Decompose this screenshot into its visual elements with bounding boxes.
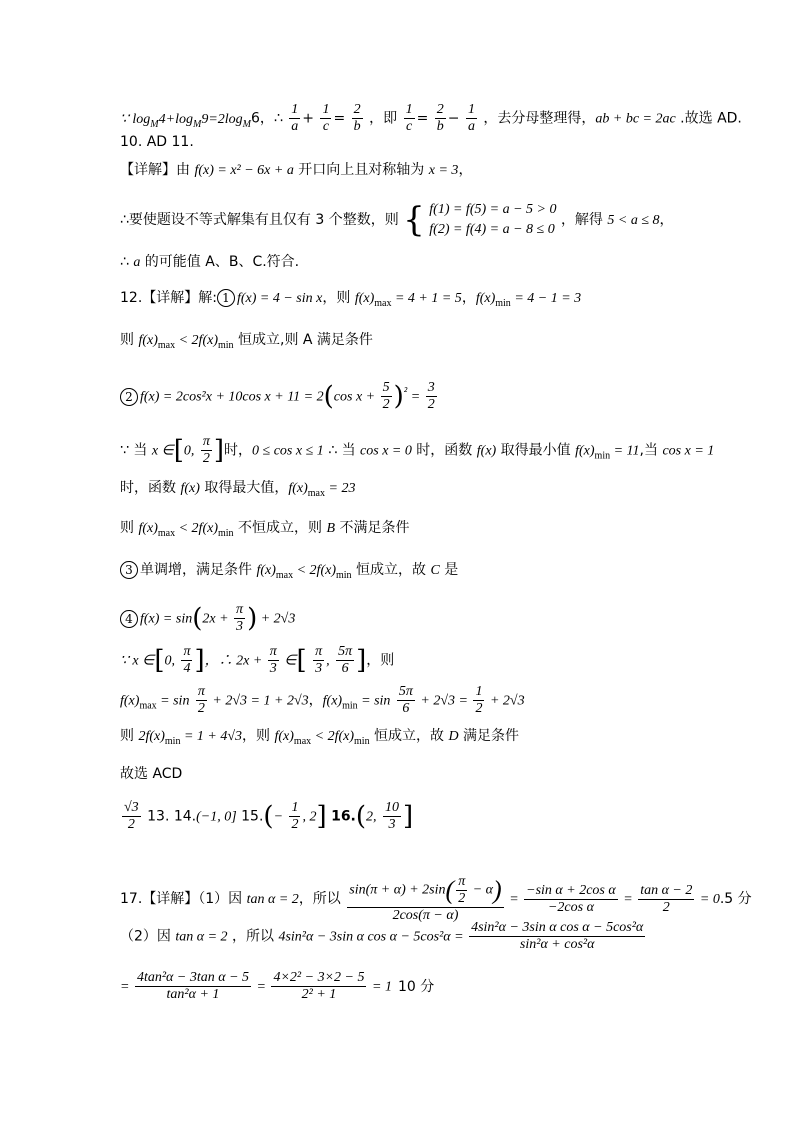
fraction: sin(π + α) + 2sin( $\frac{\pi}{2}$ − α) 2cos(π − α) xyxy=(349,874,502,923)
system: f(1) = f(5) = a − 5 > 0 f(2) = f(4) = a − 8 ≤ 0 xyxy=(429,202,557,237)
line-4: ∴要使题设不等式解集有且仅有 3 个整数，则 { f(1) = f(5) = a − 5 > 0 f(2) = f(4) = a − 8 ≤ 0 ，解得 5 < a ≤ 8， xyxy=(120,200,674,240)
fraction: $\frac{1}{a}$ xyxy=(467,102,475,134)
line-5: ∴ a 的可能值 A、B、C.符合. xyxy=(120,254,300,270)
fraction: $\frac{5\pi}{6}$ xyxy=(338,644,353,676)
line-16: 则 $2f(x)_{min} = 1 + 4√3$，则 $f(x)_{max} < 2f(x)_{min}$ 恒成立，故 D 满足条件 xyxy=(120,728,520,747)
circled-number: 4 xyxy=(120,610,138,628)
fraction: $\frac{5}{2}$ xyxy=(382,380,390,412)
line-11: 则 $f(x)_{max} < 2f(x)_{min}$ 不恒成立，则 B 不满足条件 xyxy=(120,520,410,539)
fraction: $\frac{\pi}{2}$ xyxy=(202,434,210,466)
fraction: $\frac{\pi}{3}$ xyxy=(315,644,323,676)
line-2: 10. AD 11. xyxy=(120,134,194,150)
fraction: $\frac{10}{3}$ xyxy=(385,800,399,832)
line-15: $f(x)_{max} = \sin$ $\frac{\pi}{2}$ + 2√3 = 1 + 2√3，$f(x)_{min} = \sin$ $\frac{5\pi}{6}$ + 2√3 = $\frac{1}{2}$ + 2√3 xyxy=(120,684,525,716)
fraction: $\frac{1}{c}$ xyxy=(405,102,413,134)
fraction: $\frac{\text{4tan²α − 3tan α − 5}}{\text{tan²α + 1}}$ xyxy=(136,970,250,1002)
line-10: 时，函数 f(x) 取得最大值，$f(x)_{max} = 23$ xyxy=(120,480,356,499)
line-14: ∵ x ∈[0, $\frac{\pi}{4}$ ]，∴ 2x + $\frac{\pi}{3}$ ∈[ $\frac{\pi}{3}$ , $\frac{5\pi}{6}$ ]，则 xyxy=(120,644,395,676)
circled-number: 1 xyxy=(217,289,235,307)
line-1: ∵ $\log_M4+\log_M9=2\log_M6$，∴ $\frac{1}{a}$ + $\frac{1}{c}$ = $\frac{2}{b}$ ，即 $\frac{1}{c}$ = $\frac{2}{b}$ − $\frac{1}{a}$ ，去分母整理得，ab + bc = 2ac .故选 AD. xyxy=(120,102,742,134)
line-6: 12.【详解】解: 1 f(x) = 4 − sin x，则 $f(x)_{max} = 4 + 1 = 5$，$f(x)_{min} = 4 - 1 = 3$ xyxy=(120,290,582,309)
fraction: $\frac{\pi}{2}$ xyxy=(197,684,205,716)
line-8: 2 f(x) = 2cos²x + 10cos x + 11 = 2(cos x + $\frac{5}{2}$ )$^{^2}$ = $\frac{3}{2}$ xyxy=(120,380,439,413)
fraction: $\frac{1}{2}$ xyxy=(291,800,299,832)
fraction: $\frac{3}{2}$ xyxy=(427,380,435,412)
fraction: $\frac{\pi}{3}$ xyxy=(236,602,244,634)
fraction: $\frac{\pi}{4}$ xyxy=(183,644,191,676)
line-12: 3 单调增，满足条件 $f(x)_{max} < 2f(x)_{min}$ 恒成立，故 C 是 xyxy=(120,560,458,586)
circled-number: 2 xyxy=(120,388,138,406)
line-3: 【详解】由 f(x) = x² − 6x + a 开口向上且对称轴为 x = 3， xyxy=(120,162,473,178)
fraction: $\frac{1}{c}$ xyxy=(322,102,330,134)
fraction: $\frac{\text{tan α − 2}}{2}$ xyxy=(640,882,693,915)
line-21: = $\frac{\text{4tan²α − 3tan α − 5}}{\text{tan²α + 1}}$ = $\frac{\text{4×2² − 3×2 − 5}}{\text{2² + 1}}$ = 1 10 分 xyxy=(120,970,435,1002)
fraction: $\frac{\text{4sin²α − 3sin α cos α − 5cos²α}}{\text{sin²α + cos²α}}$ xyxy=(471,920,644,952)
fraction: $\frac{\text{−sin α + 2cos α}}{\text{−2cos α}}$ xyxy=(526,882,616,915)
fraction: $\frac{2}{b}$ xyxy=(353,102,361,134)
fraction: $\frac{5\pi}{6}$ xyxy=(398,684,413,716)
fraction: $\frac{1}{2}$ xyxy=(475,684,483,716)
fraction: $\frac{\text{4×2² − 3×2 − 5}}{\text{2² + 1}}$ xyxy=(273,970,365,1002)
fraction: $\frac{\pi}{3}$ xyxy=(269,644,277,676)
line-13: 4 f(x) = sin(2x + $\frac{\pi}{3}$ ) + 2√3 xyxy=(120,602,295,635)
fraction: $\frac{1}{a}$ xyxy=(291,102,299,134)
line-18: $\frac{√3}{2}$ 13. 14.(−1, 0] 15.(− $\frac{1}{2}$ , 2] 16.(2, $\frac{10}{3}$ ] xyxy=(124,800,414,832)
circled-number: 3 xyxy=(120,561,138,579)
line-19: 17.【详解】（1）因 tan α = 2，所以 sin(π + α) + 2sin( $\frac{\pi}{2}$ − α) 2cos(π − α) = $\frac{\text{−sin α + 2cos α}}{\text{−2cos α}}$ = $\frac{\text{tan α − 2}}{2}$ = 0.5 分 xyxy=(120,874,752,923)
line-17: 故选 ACD xyxy=(120,766,183,782)
line-20: （2）因 tan α = 2 ，所以 4sin²α − 3sin α cos α − 5cos²α = $\frac{\text{4sin²α − 3sin α cos α − 5cos²α}}{\text{sin²α + cos²α}}$ xyxy=(120,920,644,952)
fraction: $\frac{√3}{2}$ xyxy=(124,800,139,832)
line-9: ∵ 当 x ∈[0, $\frac{\pi}{2}$ ]时，0 ≤ cos x ≤ 1 ∴ 当 cos x = 0 时，函数 f(x) 取得最小值 $f(x)_{min} = 11$,当 cos x = 1 xyxy=(120,434,715,466)
text: ∵ $\log_M4+\log_M9=2\log_M$ xyxy=(120,111,252,130)
fraction: $\frac{2}{b}$ xyxy=(436,102,444,134)
line-7: 则 $f(x)_{max} < 2f(x)_{min}$ 恒成立,则 A 满足条件 xyxy=(120,332,373,351)
